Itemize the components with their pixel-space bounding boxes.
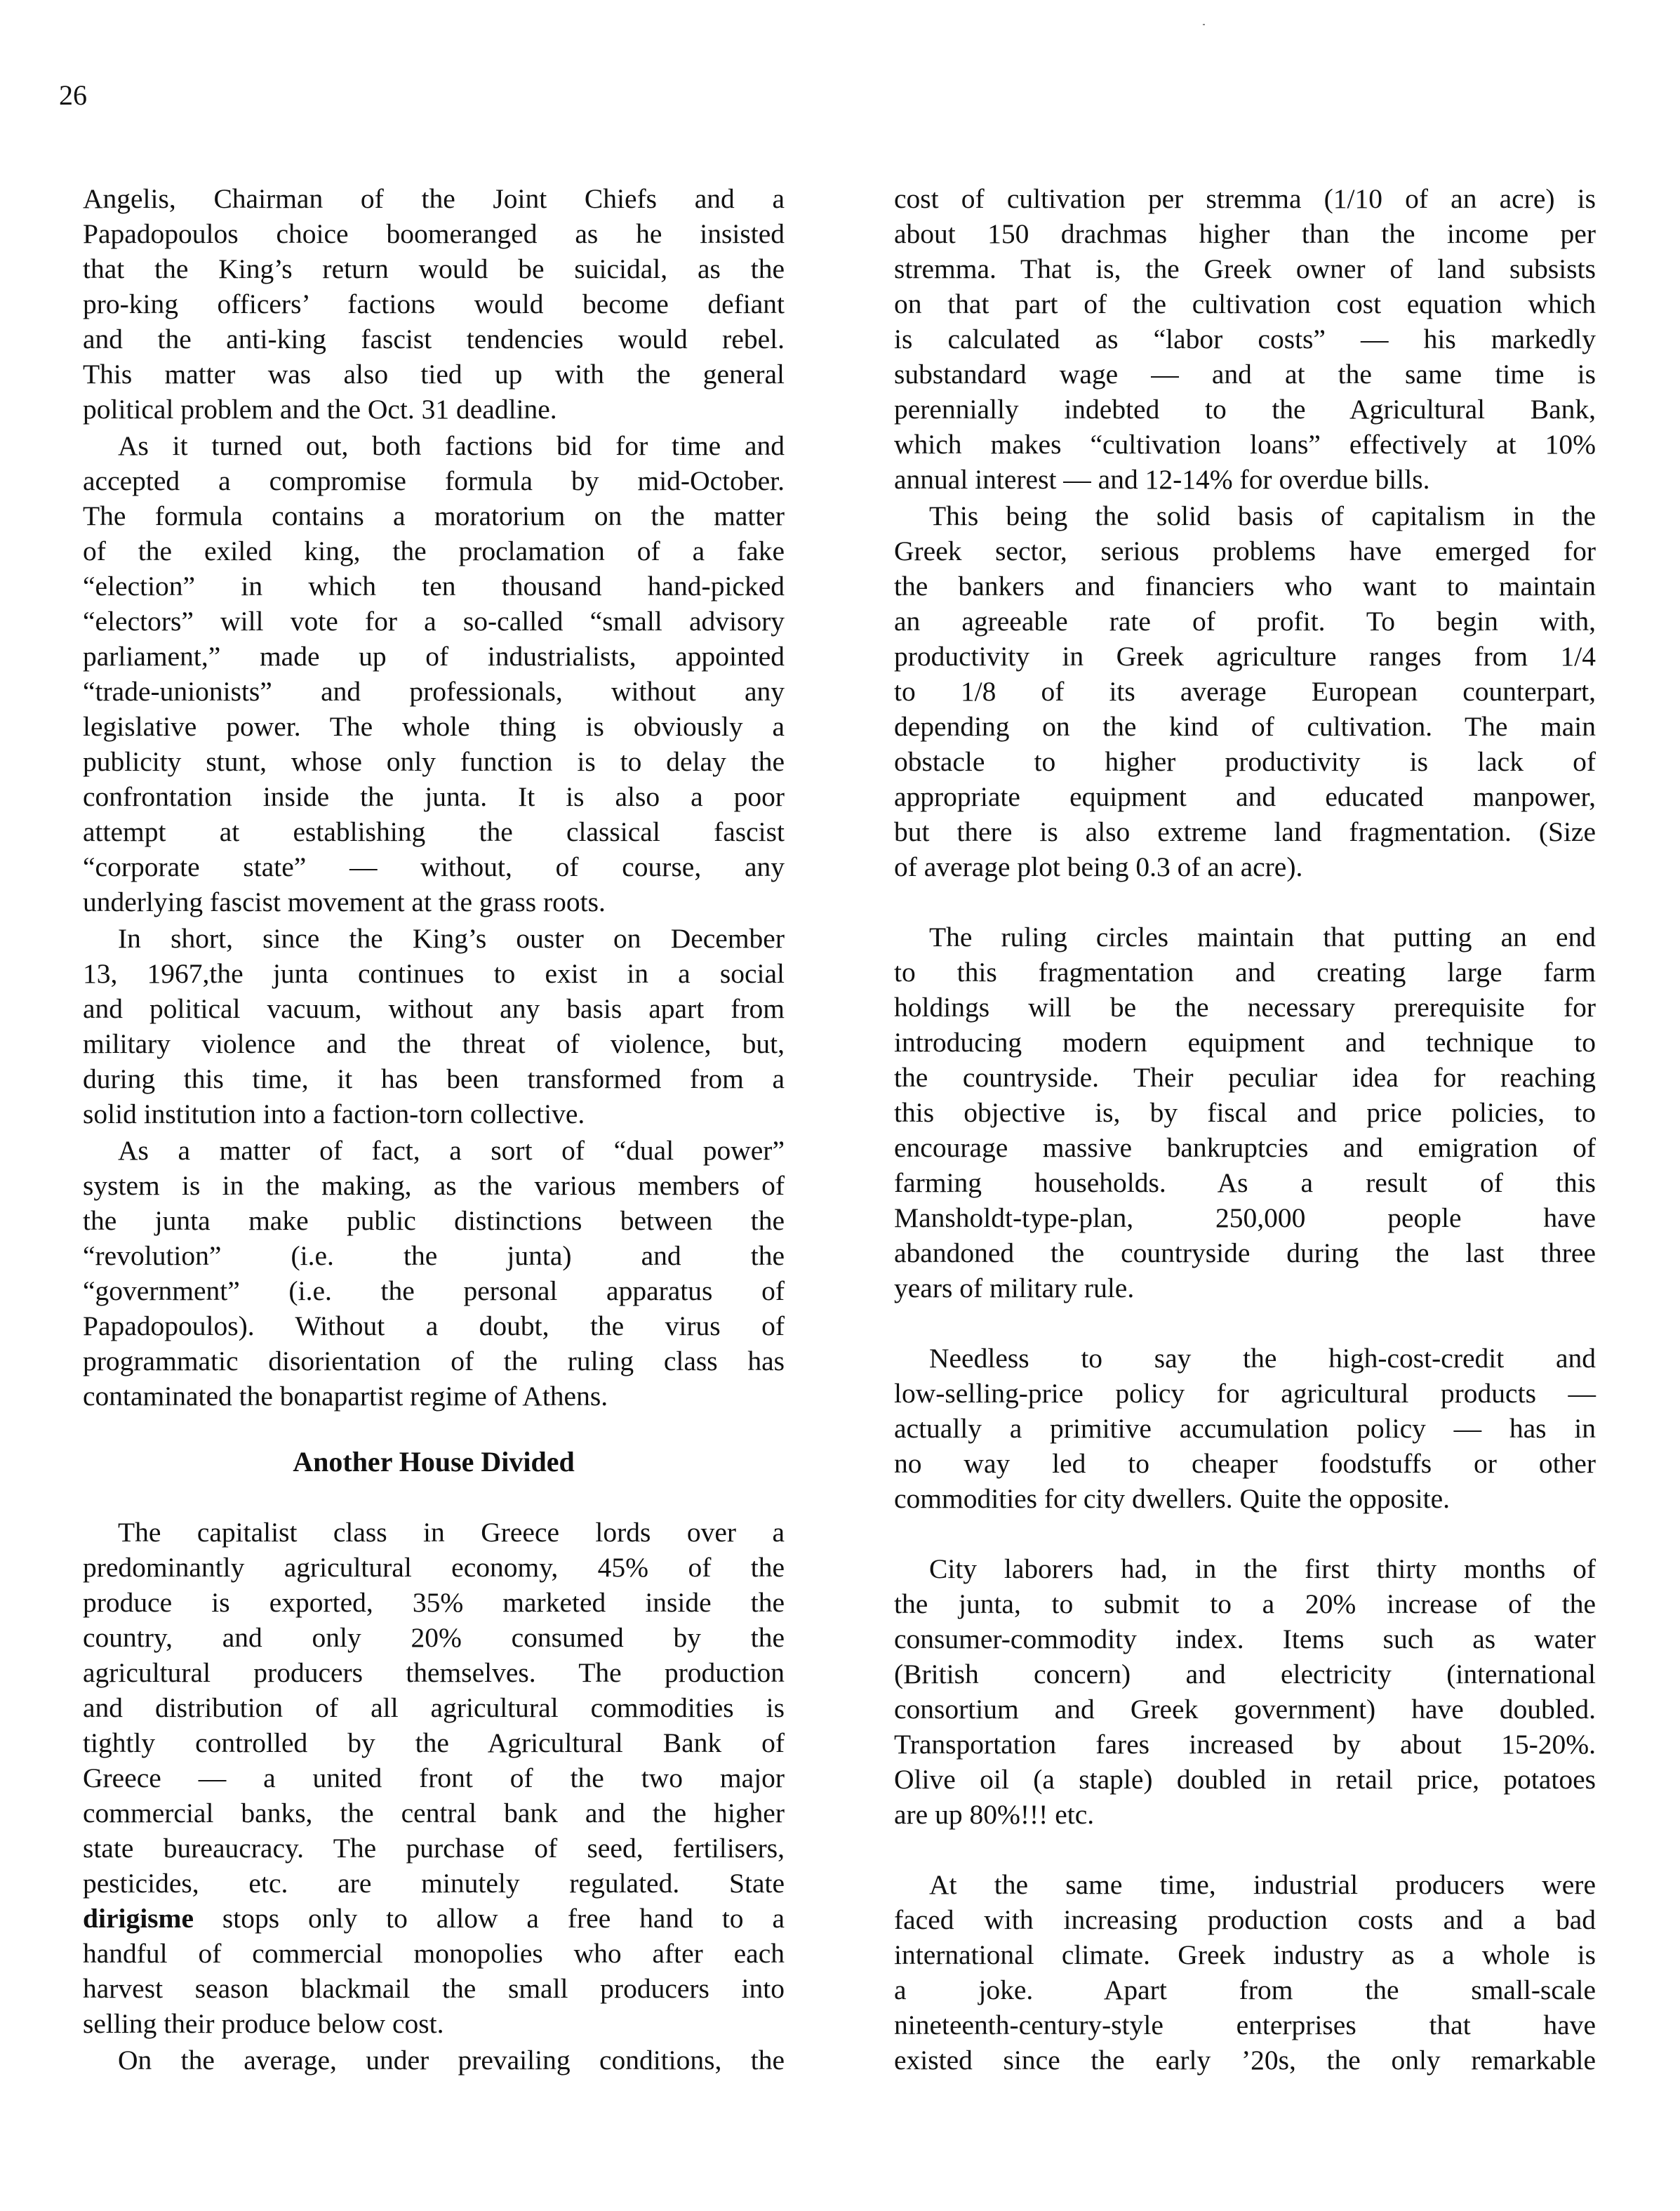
text-line: In short, since the King’s ouster on December (118, 923, 785, 954)
text-line: commodities for city dwellers. Quite the opposite. (894, 1483, 1451, 1514)
right-column (894, 181, 1596, 2078)
text-line: The formula contains a moratorium on the matter (83, 500, 785, 531)
text-line: of the exiled king, the proclamation of a fake (83, 536, 785, 566)
text-line: Mansholdt-type-plan, 250,000 people have (894, 1202, 1596, 1233)
paragraph (83, 181, 785, 427)
text-line: military violence and the threat of violence, but, (83, 1028, 785, 1059)
text-line: state bureaucracy. The purchase of seed, fertilisers, (83, 1833, 785, 1864)
paragraph (894, 1551, 1596, 1832)
text-line: underlying fascist movement at the grass roots. (83, 887, 606, 917)
left-column (83, 181, 785, 2078)
text-line: (British concern) and electricity (international (894, 1659, 1596, 1689)
text-line: pro-king officers’ factions would become defiant (83, 288, 785, 319)
section-heading: Another House Divided (293, 1446, 575, 1478)
text-line: contaminated the bonapartist regime of Athens. (83, 1381, 608, 1412)
text-line: about 150 drachmas higher than the income per (894, 218, 1596, 249)
paragraph (83, 921, 785, 1131)
text-line: commercial banks, the central bank and the higher (83, 1798, 785, 1828)
text-line: years of military rule. (894, 1273, 1135, 1303)
text-line: existed since the early ’20s, the only remarkable (894, 2045, 1596, 2076)
paragraph (83, 1133, 785, 1414)
text-line: The capitalist class in Greece lords over a (118, 1517, 785, 1548)
text-line: 13, 1967,the junta continues to exist in a social (83, 958, 785, 989)
text-line: and distribution of all agricultural commodities is (83, 1692, 785, 1723)
text-line: the junta, to submit to a 20% increase of the (894, 1588, 1596, 1619)
text-line: an agreeable rate of profit. To begin with, (894, 606, 1596, 637)
paragraph (83, 1515, 785, 2041)
text-line: legislative power. The whole thing is obviously a (83, 711, 785, 742)
paragraph (894, 1867, 1596, 2078)
text-line: handful of commercial monopolies who after each (83, 1938, 785, 1969)
text-line: attempt at establishing the classical fascist (83, 816, 785, 847)
text-line: produce is exported, 35% marketed inside the (83, 1587, 785, 1618)
text-line: perennially indebted to the Agricultural Bank, (894, 394, 1596, 425)
text-line: As a matter of fact, a sort of “dual power” (118, 1135, 785, 1166)
text-line: As it turned out, both factions bid for time and (118, 430, 785, 461)
text-line: during this time, it has been transformed from a (83, 1063, 785, 1094)
text-line: the junta make public distinctions between the (83, 1205, 785, 1236)
text-line: “electors” will vote for a so-called “small advisory (83, 606, 785, 637)
text-line: tightly controlled by the Agricultural Bank of (83, 1727, 785, 1758)
text-line: low-selling-price policy for agricultural products — (894, 1378, 1596, 1409)
text-line: City laborers had, in the first thirty months of (929, 1553, 1596, 1584)
text-line: farming households. As a result of this (894, 1167, 1596, 1198)
text-line: system is in the making, as the various members of (83, 1170, 785, 1201)
text-line: of average plot being 0.3 of an acre). (894, 851, 1303, 882)
text-line: the bankers and financiers who want to maintain (894, 571, 1596, 602)
text-line: abandoned the countryside during the last three (894, 1237, 1596, 1268)
text-line: accepted a compromise formula by mid-October. (83, 465, 785, 496)
text-line: faced with increasing production costs and a bad (894, 1904, 1596, 1935)
text-line: Greece — a united front of the two major (83, 1762, 785, 1793)
text-line: parliament,” made up of industrialists, appointed (83, 641, 785, 672)
text-line: Olive oil (a staple) doubled in retail price, potatoes (894, 1764, 1596, 1795)
page-number: 26 (59, 79, 87, 111)
text-line: At the same time, industrial producers were (929, 1869, 1596, 1900)
text-line: “trade-unionists” and professionals, without any (83, 676, 785, 707)
paragraph (894, 498, 1596, 884)
text-line: that the King’s return would be suicidal, as the (83, 253, 785, 284)
text-line: the countryside. Their peculiar idea for reaching (894, 1062, 1596, 1093)
text-line: is calculated as “labor costs” — his markedly (894, 324, 1596, 354)
text-line: international climate. Greek industry as a whole is (894, 1939, 1596, 1970)
text-line: on that part of the cultivation cost equation which (894, 288, 1596, 319)
text-line: On the average, under prevailing conditions, the (118, 2045, 785, 2076)
text-line: “election” in which ten thousand hand-picked (83, 571, 785, 602)
text-line: harvest season blackmail the small producers into (83, 1973, 785, 2004)
text-line: stremma. That is, the Greek owner of land subsists (894, 253, 1596, 284)
text-fragment: stops only to allow a free hand to a (193, 1903, 785, 1934)
text-line: This matter was also tied up with the general (83, 359, 785, 390)
text-line: consortium and Greek government) have doubled. (894, 1694, 1596, 1725)
text-line: introducing modern equipment and technique to (894, 1027, 1596, 1058)
text-line: appropriate equipment and educated manpower, (894, 781, 1596, 812)
text-line: annual interest — and 12-14% for overdue bills. (894, 464, 1430, 495)
text-line (83, 1901, 785, 1936)
text-line: substandard wage — and at the same time is (894, 359, 1596, 390)
text-line: cost of cultivation per stremma (1/10 of an acre) is (894, 183, 1596, 214)
emphasized-term: dirigisme (83, 1903, 194, 1934)
text-line: confrontation inside the junta. It is also a poor (83, 781, 785, 812)
text-line: country, and only 20% consumed by the (83, 1622, 785, 1653)
text-line: “government” (i.e. the personal apparatus of (83, 1275, 785, 1306)
text-line: Transportation fares increased by about 15-20%. (894, 1729, 1596, 1760)
text-line: Greek sector, serious problems have emerged for (894, 536, 1596, 566)
text-line: solid institution into a faction-torn collective. (83, 1098, 585, 1129)
text-line: encourage massive bankruptcies and emigration of (894, 1132, 1596, 1163)
text-line: but there is also extreme land fragmentation. (Size (894, 816, 1596, 847)
text-line: which makes “cultivation loans” effectively at 10% (894, 429, 1596, 460)
text-line: and political vacuum, without any basis apart from (83, 993, 785, 1024)
text-line: Papadopoulos choice boomeranged as he insisted (83, 218, 785, 249)
text-line: pesticides, etc. are minutely regulated. State (83, 1868, 785, 1899)
text-line: are up 80%!!! etc. (894, 1799, 1095, 1830)
text-line: nineteenth-century-style enterprises that have (894, 2010, 1596, 2040)
text-line: a joke. Apart from the small-scale (894, 1974, 1596, 2005)
text-line: to 1/8 of its average European counterpart, (894, 676, 1596, 707)
paragraph (894, 1341, 1596, 1516)
text-line: publicity stunt, whose only function is to delay the (83, 746, 785, 777)
text-line: This being the solid basis of capitalism in the (929, 500, 1596, 531)
text-line: agricultural producers themselves. The production (83, 1657, 785, 1688)
text-line: this objective is, by fiscal and price policies, to (894, 1097, 1596, 1128)
text-line: consumer-commodity index. Items such as water (894, 1624, 1596, 1654)
text-line: productivity in Greek agriculture ranges from 1/4 (894, 641, 1596, 672)
paragraph (894, 181, 1596, 497)
paragraph (83, 2043, 785, 2078)
text-line: “corporate state” — without, of course, any (83, 851, 785, 882)
text-line: political problem and the Oct. 31 deadline. (83, 394, 557, 425)
text-line: selling their produce below cost. (83, 2008, 444, 2039)
text-line: depending on the kind of cultivation. The main (894, 711, 1596, 742)
text-line: holdings will be the necessary prerequisite for (894, 992, 1596, 1023)
scan-artifact (1203, 24, 1205, 25)
text-line: actually a primitive accumulation policy — has in (894, 1413, 1596, 1444)
text-line: no way led to cheaper foodstuffs or other (894, 1448, 1596, 1479)
text-line: The ruling circles maintain that putting an end (929, 922, 1596, 952)
text-line: programmatic disorientation of the ruling class has (83, 1346, 785, 1376)
text-line: “revolution” (i.e. the junta) and the (83, 1240, 785, 1271)
text-line: Angelis, Chairman of the Joint Chiefs and a (83, 183, 785, 214)
paragraph (83, 428, 785, 919)
text-line: obstacle to higher productivity is lack of (894, 746, 1596, 777)
text-line: and the anti-king fascist tendencies would rebel. (83, 324, 785, 354)
text-line: to this fragmentation and creating large farm (894, 957, 1596, 988)
text-line: Papadopoulos). Without a doubt, the virus of (83, 1310, 785, 1341)
text-line: Needless to say the high-cost-credit and (929, 1343, 1596, 1374)
paragraph (894, 919, 1596, 1306)
text-line: predominantly agricultural economy, 45% of the (83, 1552, 785, 1583)
